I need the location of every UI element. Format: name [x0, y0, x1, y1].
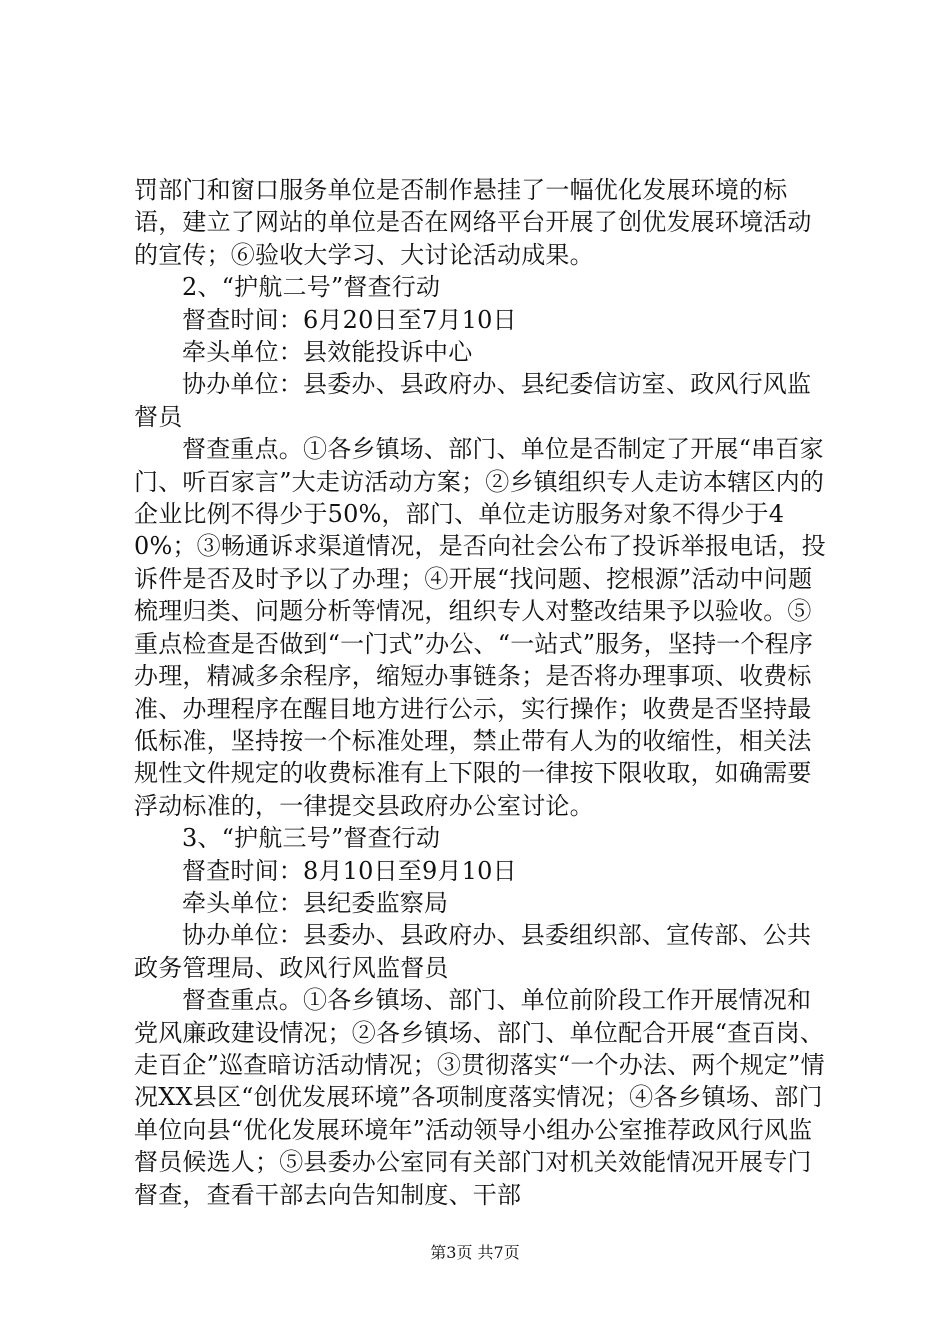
- inspection-time-2: 督查时间：6月20日至7月10日: [182, 305, 517, 334]
- inspection-focus-2: 督查重点。①各乡镇场、部门、单位是否制定了开展“串百家门、听百家言”大走访活动方案；②乡镇组织专人走访本辖区内的企业比例不得少于50%，部门、单位走访服务对象不得少于40%；③畅通诉求渠道情况，是否向社会公布了投诉举报电话，投诉件是否及时予以了办理；④开展“找问题、挖根源”活动中问题梳理归类、问题分析等情况，组织专人对整改结果予以验收。⑤重点检查是否做到“一门式”办公、“一站式”服务，坚持一个程序办理，精减多余程序，缩短办事链条；是否将办理事项、收费标准、办理程序在醒目地方进行公示，实行操作；收费是否坚持最低标准，坚持按一个标准处理，禁止带有人为的收缩性，相关法规性文件规定的收费标准有上下限的一律按下限收取，如确需要浮动标准的，一律提交县政府办公室讨论。: [134, 435, 826, 820]
- page-number-footer: 第3页 共7页: [430, 1243, 520, 1262]
- lead-unit-3: 牵头单位：县纪委监察局: [182, 888, 449, 917]
- section-heading-huhang-3: 3、“护航三号”督查行动: [182, 824, 441, 853]
- lead-unit-2: 牵头单位：县效能投诉中心: [182, 338, 473, 367]
- document-body: [134, 174, 834, 1211]
- paragraph-continuation: 罚部门和窗口服务单位是否制作悬挂了一幅优化发展环境的标语，建立了网站的单位是否在网络平台开展了创优发展环境活动的宣传；⑥验收大学习、大讨论活动成果。: [134, 176, 812, 269]
- inspection-time-3: 督查时间：8月10日至9月10日: [182, 856, 517, 885]
- inspection-focus-3: 督查重点。①各乡镇场、部门、单位前阶段工作开展情况和党风廉政建设情况；②各乡镇场、部门、单位配合开展“查百岗、走百企”巡查暗访活动情况；③贯彻落实“一个办法、两个规定”情况XX县区“创优发展环境”各项制度落实情况；④各乡镇场、部门单位向县“优化发展环境年”活动领导小组办公室推荐政风行风监督员候选人；⑤县委办公室同有关部门对机关效能情况开展专门督查，查看干部去向告知制度、干部: [134, 986, 825, 1209]
- section-heading-huhang-2: 2、“护航二号”督查行动: [182, 273, 441, 302]
- assisting-units-2: 协办单位：县委办、县政府办、县纪委信访室、政风行风监督员: [134, 370, 812, 431]
- assisting-units-3: 协办单位：县委办、县政府办、县委组织部、宣传部、公共政务管理局、政风行风监督员: [134, 921, 812, 982]
